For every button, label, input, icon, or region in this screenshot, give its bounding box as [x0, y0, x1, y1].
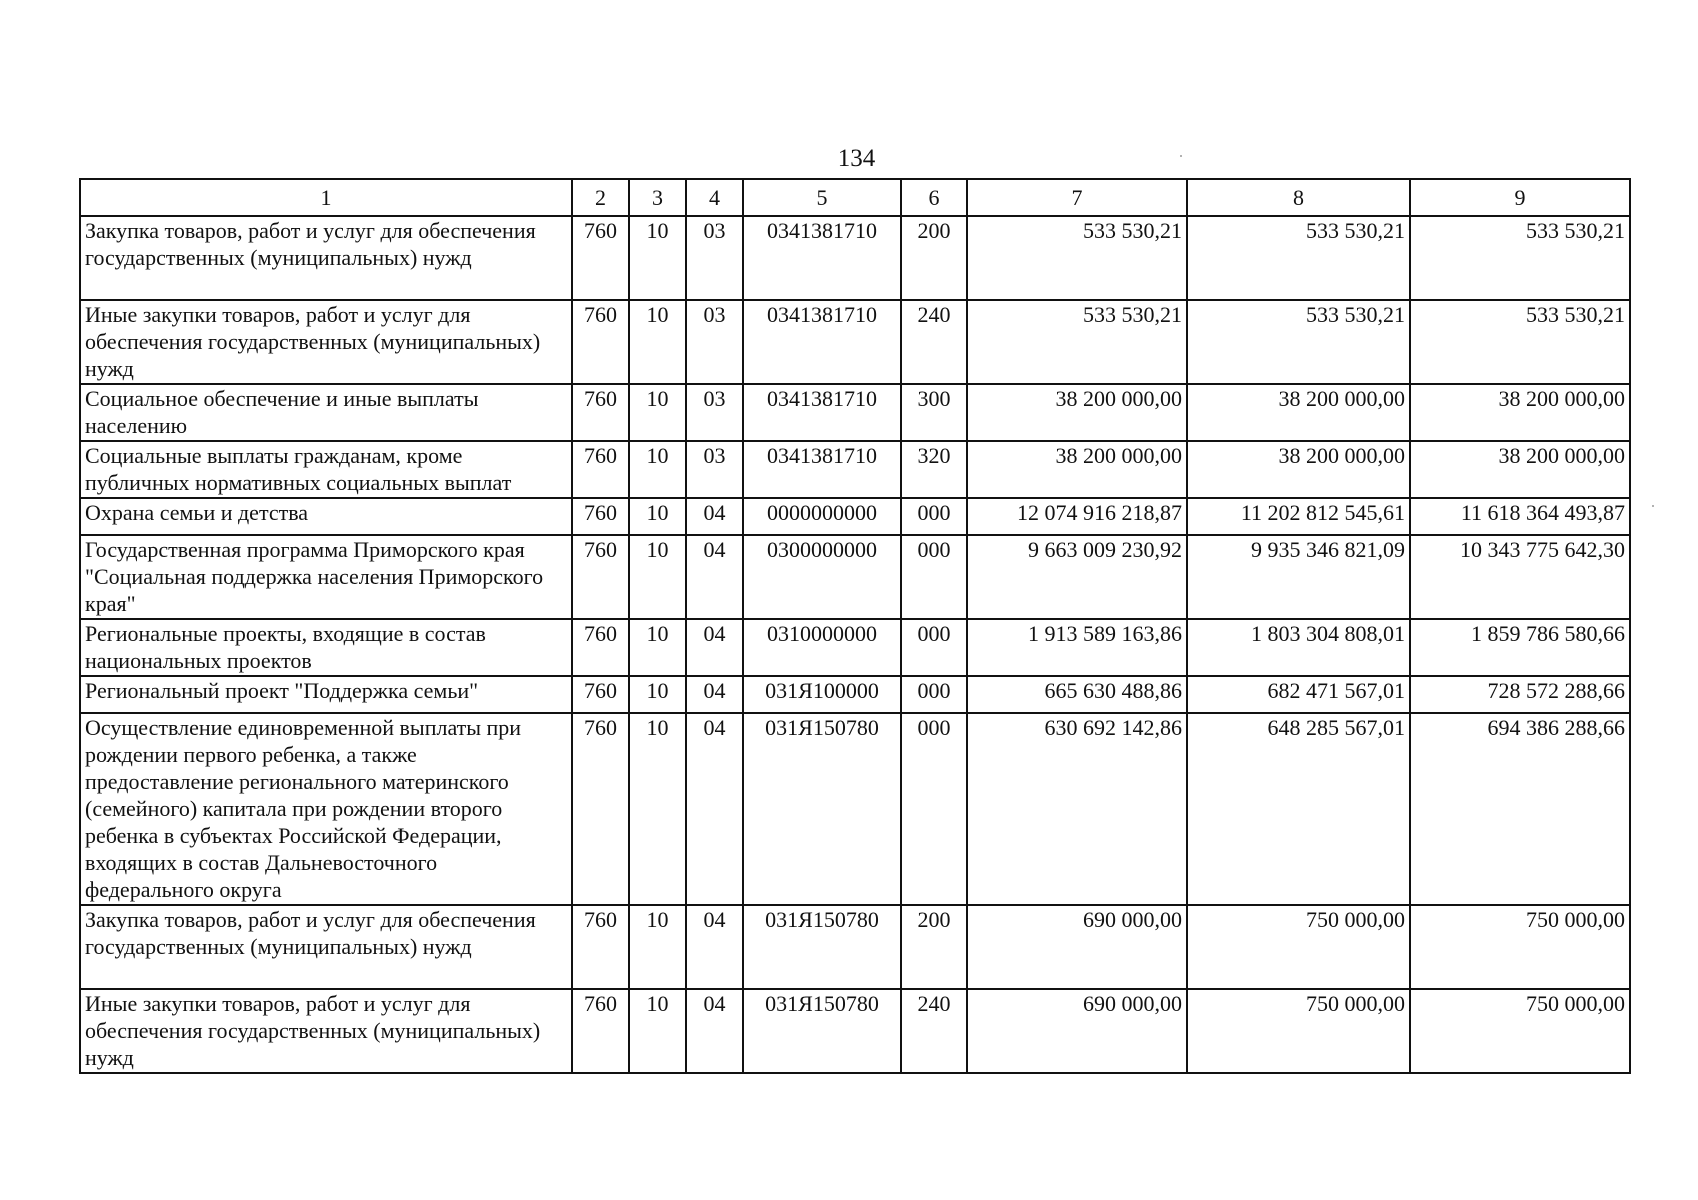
section-code: 10 [629, 535, 686, 619]
admin-code: 760 [572, 441, 629, 498]
amount-col9: 533 530,21 [1410, 216, 1630, 300]
target-article-code: 0341381710 [743, 216, 901, 300]
amount-col9: 38 200 000,00 [1410, 441, 1630, 498]
header-row [80, 179, 1630, 216]
admin-code: 760 [572, 905, 629, 989]
amount-col7: 38 200 000,00 [967, 441, 1187, 498]
section-code: 10 [629, 989, 686, 1073]
expense-type-code: 240 [901, 989, 967, 1073]
target-article-code: 031Я150780 [743, 989, 901, 1073]
admin-code: 760 [572, 989, 629, 1073]
scan-speck [1180, 155, 1182, 157]
amount-col7: 38 200 000,00 [967, 384, 1187, 441]
subsection-code: 03 [686, 300, 743, 384]
column-header: 8 [1187, 179, 1410, 216]
admin-code: 760 [572, 300, 629, 384]
column-header: 6 [901, 179, 967, 216]
row-name: Государственная программа Приморского края "Социальная поддержка населения Приморского края" [80, 535, 572, 619]
section-code: 10 [629, 498, 686, 535]
amount-col7: 690 000,00 [967, 989, 1187, 1073]
amount-col9: 694 386 288,66 [1410, 713, 1630, 905]
admin-code: 760 [572, 535, 629, 619]
amount-col8: 9 935 346 821,09 [1187, 535, 1410, 619]
subsection-code: 03 [686, 216, 743, 300]
amount-col7: 533 530,21 [967, 216, 1187, 300]
target-article-code: 031Я150780 [743, 713, 901, 905]
subsection-code: 04 [686, 619, 743, 676]
section-code: 10 [629, 676, 686, 713]
scan-speck [1652, 505, 1654, 507]
row-name: Региональный проект "Поддержка семьи" [80, 676, 572, 713]
table-row [80, 384, 1630, 441]
table-header [80, 179, 1630, 216]
amount-col8: 682 471 567,01 [1187, 676, 1410, 713]
table-row [80, 535, 1630, 619]
amount-col7: 9 663 009 230,92 [967, 535, 1187, 619]
table-body [80, 216, 1630, 1073]
section-code: 10 [629, 619, 686, 676]
target-article-code: 031Я150780 [743, 905, 901, 989]
target-article-code: 0341381710 [743, 384, 901, 441]
amount-col8: 533 530,21 [1187, 300, 1410, 384]
subsection-code: 04 [686, 498, 743, 535]
amount-col7: 690 000,00 [967, 905, 1187, 989]
amount-col8: 750 000,00 [1187, 989, 1410, 1073]
expense-type-code: 000 [901, 619, 967, 676]
row-name: Закупка товаров, работ и услуг для обеспечения государственных (муниципальных) нужд [80, 905, 572, 989]
amount-col9: 750 000,00 [1410, 989, 1630, 1073]
amount-col9: 750 000,00 [1410, 905, 1630, 989]
amount-col8: 38 200 000,00 [1187, 384, 1410, 441]
table-row [80, 498, 1630, 535]
column-header: 9 [1410, 179, 1630, 216]
amount-col8: 750 000,00 [1187, 905, 1410, 989]
table-row [80, 216, 1630, 300]
amount-col7: 1 913 589 163,86 [967, 619, 1187, 676]
row-name: Закупка товаров, работ и услуг для обеспечения государственных (муниципальных) нужд [80, 216, 572, 300]
admin-code: 760 [572, 619, 629, 676]
amount-col8: 648 285 567,01 [1187, 713, 1410, 905]
section-code: 10 [629, 300, 686, 384]
admin-code: 760 [572, 676, 629, 713]
expense-type-code: 300 [901, 384, 967, 441]
column-header: 4 [686, 179, 743, 216]
row-name: Региональные проекты, входящие в состав национальных проектов [80, 619, 572, 676]
admin-code: 760 [572, 498, 629, 535]
amount-col7: 533 530,21 [967, 300, 1187, 384]
row-name: Социальные выплаты гражданам, кроме публичных нормативных социальных выплат [80, 441, 572, 498]
section-code: 10 [629, 441, 686, 498]
target-article-code: 0000000000 [743, 498, 901, 535]
amount-col9: 11 618 364 493,87 [1410, 498, 1630, 535]
subsection-code: 03 [686, 384, 743, 441]
amount-col7: 12 074 916 218,87 [967, 498, 1187, 535]
page-number: 134 [837, 145, 876, 172]
amount-col7: 665 630 488,86 [967, 676, 1187, 713]
amount-col9: 38 200 000,00 [1410, 384, 1630, 441]
amount-col8: 11 202 812 545,61 [1187, 498, 1410, 535]
subsection-code: 03 [686, 441, 743, 498]
target-article-code: 0300000000 [743, 535, 901, 619]
amount-col9: 10 343 775 642,30 [1410, 535, 1630, 619]
row-name: Охрана семьи и детства [80, 498, 572, 535]
column-header: 3 [629, 179, 686, 216]
amount-col9: 533 530,21 [1410, 300, 1630, 384]
expense-type-code: 000 [901, 713, 967, 905]
amount-col8: 1 803 304 808,01 [1187, 619, 1410, 676]
amount-col8: 533 530,21 [1187, 216, 1410, 300]
target-article-code: 0341381710 [743, 300, 901, 384]
expense-type-code: 200 [901, 905, 967, 989]
section-code: 10 [629, 384, 686, 441]
column-header: 5 [743, 179, 901, 216]
row-name: Осуществление единовременной выплаты при рождении первого ребенка, а также предоставление регионального материнского (семейного) капитала при рождении второго ребенка в субъектах Российской Федерации, входящих в состав Дальневосточного федерального округа [80, 713, 572, 905]
subsection-code: 04 [686, 989, 743, 1073]
table-row [80, 905, 1630, 989]
table-row [80, 441, 1630, 498]
subsection-code: 04 [686, 676, 743, 713]
expense-type-code: 200 [901, 216, 967, 300]
target-article-code: 0341381710 [743, 441, 901, 498]
target-article-code: 0310000000 [743, 619, 901, 676]
admin-code: 760 [572, 216, 629, 300]
table-row [80, 713, 1630, 905]
column-header: 7 [967, 179, 1187, 216]
table-row [80, 989, 1630, 1073]
amount-col8: 38 200 000,00 [1187, 441, 1410, 498]
row-name: Иные закупки товаров, работ и услуг для обеспечения государственных (муниципальных) нужд [80, 989, 572, 1073]
table-row [80, 300, 1630, 384]
subsection-code: 04 [686, 535, 743, 619]
expense-type-code: 000 [901, 535, 967, 619]
expense-type-code: 000 [901, 676, 967, 713]
admin-code: 760 [572, 713, 629, 905]
amount-col7: 630 692 142,86 [967, 713, 1187, 905]
row-name: Социальное обеспечение и иные выплаты населению [80, 384, 572, 441]
section-code: 10 [629, 713, 686, 905]
expense-type-code: 000 [901, 498, 967, 535]
row-name: Иные закупки товаров, работ и услуг для обеспечения государственных (муниципальных) нужд [80, 300, 572, 384]
column-header: 1 [80, 179, 572, 216]
admin-code: 760 [572, 384, 629, 441]
section-code: 10 [629, 905, 686, 989]
expense-type-code: 320 [901, 441, 967, 498]
table-row [80, 619, 1630, 676]
subsection-code: 04 [686, 713, 743, 905]
budget-table [79, 178, 1631, 1074]
table-row [80, 676, 1630, 713]
subsection-code: 04 [686, 905, 743, 989]
section-code: 10 [629, 216, 686, 300]
expense-type-code: 240 [901, 300, 967, 384]
amount-col9: 728 572 288,66 [1410, 676, 1630, 713]
column-header: 2 [572, 179, 629, 216]
amount-col9: 1 859 786 580,66 [1410, 619, 1630, 676]
target-article-code: 031Я100000 [743, 676, 901, 713]
